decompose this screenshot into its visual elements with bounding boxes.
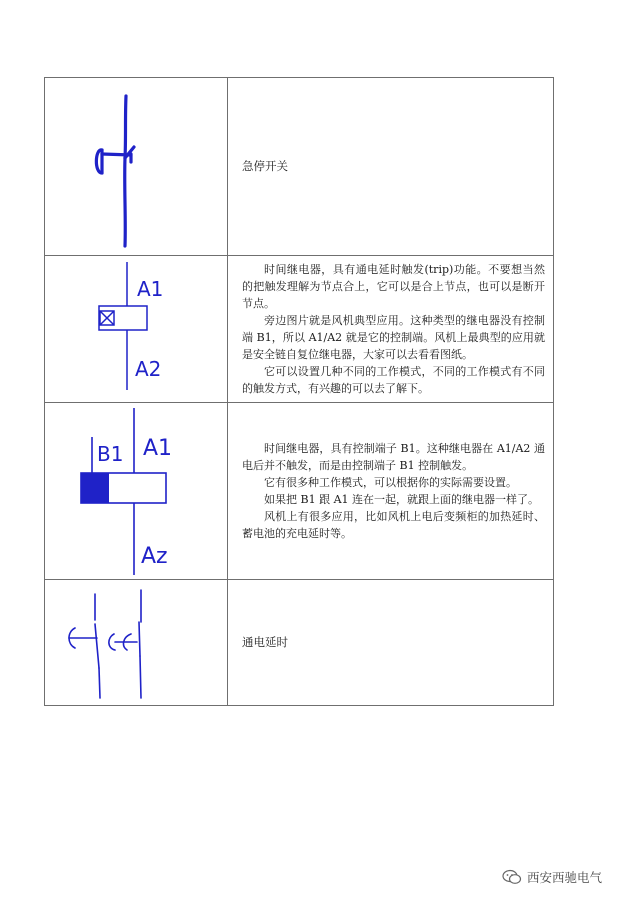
coil-terminal-label: A1: [143, 436, 173, 461]
paragraph: 它有很多种工作模式，可以根据你的实际需要设置。: [264, 476, 517, 489]
table-row: [45, 403, 554, 580]
coil-terminal-label: B1: [97, 442, 124, 466]
description-cell: [228, 256, 554, 403]
coil-terminal-label: Az: [141, 544, 168, 569]
wechat-icon: [502, 869, 522, 885]
symbol-cell: [45, 256, 228, 403]
time-relay-coil-icon: [45, 256, 227, 402]
table-row: [45, 580, 554, 706]
watermark-text: 西安西驰电气: [527, 870, 603, 885]
control-terminal-block: [81, 473, 109, 503]
coil-terminal-label: A1: [137, 277, 164, 301]
description-cell: [228, 580, 554, 706]
symbol-label: 急停开关: [242, 159, 288, 173]
description-cell: [228, 403, 554, 580]
symbol-cell: [45, 580, 228, 706]
table-row: [45, 256, 554, 403]
watermark: [502, 868, 602, 886]
paragraph: 旁边图片就是风机典型应用。这种类型的继电器没有控制端 B1，所以 A1/A2 就是它的控制端。风机上最典型的应用就是安全链自复位继电器，大家可以去看看图纸。: [242, 314, 545, 361]
symbol-cell: [45, 78, 228, 256]
symbol-cell: [45, 403, 228, 580]
paragraph: 它可以设置几种不同的工作模式，不同的工作模式有不同的触发方式，有兴趣的可以去了解下。: [242, 365, 545, 395]
symbol-label: 通电延时: [242, 635, 288, 649]
symbol-table: [44, 77, 554, 706]
table-row: [45, 78, 554, 256]
paragraph: 风机上有很多应用，比如风机上电后变频柜的加热延时、蓄电池的充电延时等。: [242, 510, 545, 540]
paragraph: 时间继电器，具有通电延时触发(trip)功能。不要想当然的把触发理解为节点合上，它可以是合上节点，也可以是断开节点。: [242, 263, 545, 310]
time-relay-control-terminal-icon: [45, 403, 227, 579]
emergency-stop-switch-icon: [45, 78, 227, 255]
paragraph: 如果把 B1 跟 A1 连在一起，就跟上面的继电器一样了。: [264, 493, 540, 506]
coil-terminal-label: A2: [135, 357, 162, 381]
paragraph: 时间继电器，具有控制端子 B1。这种继电器在 A1/A2 通电后并不触发，而是由控制端子 B1 控制触发。: [242, 442, 545, 472]
description-cell: [228, 78, 554, 256]
on-delay-contact-icon: [45, 580, 227, 705]
